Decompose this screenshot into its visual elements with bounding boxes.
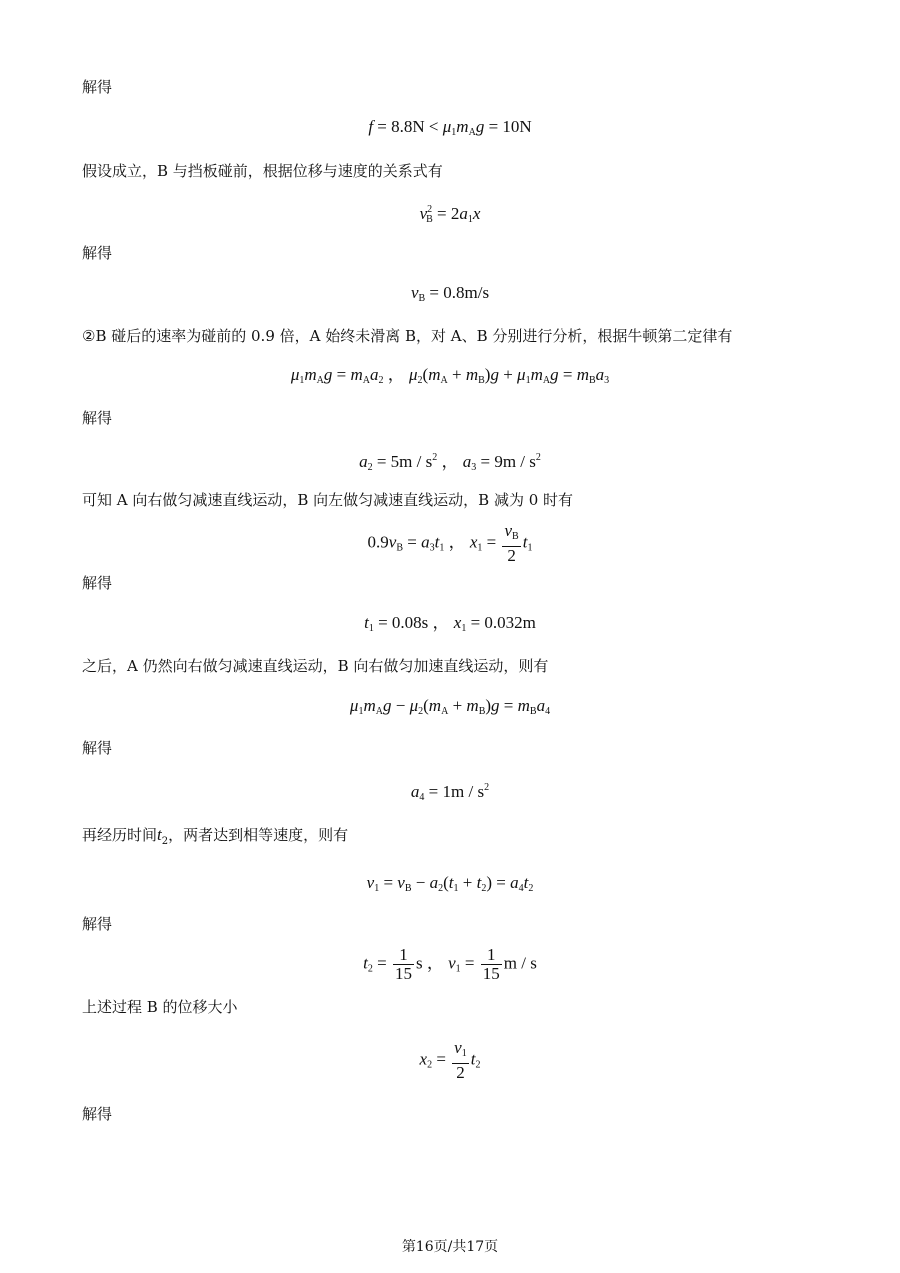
equation-3: $v_B = 0.8m/s$ xyxy=(410,283,490,304)
equation-2: $v^2_B = 2a_1x$ xyxy=(419,204,481,225)
text-line-4: 之后，A 仍然向右做匀减速直线运动，B 向右做匀加速直线运动，则有 xyxy=(82,657,549,675)
equation-7: $t_1 = 0.08s$ ， $x_1 = 0.032m$ xyxy=(364,613,536,634)
text-jiede: 解得 xyxy=(82,739,113,757)
text-jiede: 解得 xyxy=(82,409,113,427)
text-jiede: 解得 xyxy=(82,244,113,262)
text-line-2: ②B 碰后的速率为碰前的 0.9 倍，A 始终未滑离 B，对 A、B 分别进行分析，根据牛顿第二定律有 xyxy=(82,327,733,345)
equation-4: $\mu_1m_Ag = m_Aa_2$ ， $\mu_2(m_A + m_B)g + \mu_1m_Ag = m_Ba_3$ xyxy=(290,365,610,386)
text-jiede: 解得 xyxy=(82,1105,113,1123)
equation-11: $t_2$ = $\frac{1}{15}$ s ， $v_1$ = $\frac{1}{15}$ m / s xyxy=(363,945,537,983)
text-jiede: 解得 xyxy=(82,574,113,592)
text-line-6: 上述过程 B 的位移大小 xyxy=(82,998,238,1016)
text-line-5b: ，两者达到相等速度，则有 xyxy=(168,826,349,844)
equation-10: $v_1 = v_B - a_2(t_1 + t_2) = a_4t_2$ xyxy=(366,873,534,894)
text-line-5: 再经历时间$t_2$，两者达到相等速度，则有 xyxy=(82,825,349,847)
equation-1: $f = 8.8N < \mu_1m_Ag = 10N$ xyxy=(368,117,532,138)
equation-12: $x_2$ = $\frac{v_1}{2}$ $t_2$ xyxy=(419,1038,481,1082)
equation-5: $a_2 = 5m / s^2$ ， $a_3 = 9m / s^2$ xyxy=(359,452,541,473)
equation-8: $\mu_1m_Ag - \mu_2(m_A + m_B)g = m_Ba_4$ xyxy=(349,696,551,717)
page-footer: 第16页/共17页 xyxy=(401,1239,499,1255)
equation-9: $a_4 = 1m / s^2$ xyxy=(410,782,490,803)
text-line-1: 假设成立，B 与挡板碰前，根据位移与速度的关系式有 xyxy=(82,162,443,180)
text-line-5a: 再经历时间 xyxy=(82,826,158,844)
equation-6: $0.9v_B = a_3t_1$ ， $x_1$ = $\frac{v_B}{2}$ $t_1$ xyxy=(367,521,533,565)
text-jiede: 解得 xyxy=(82,915,113,933)
text-line-3: 可知 A 向右做匀减速直线运动，B 向左做匀减速直线运动，B 减为 0 时有 xyxy=(82,491,574,509)
text-jiede: 解得 xyxy=(82,78,113,96)
